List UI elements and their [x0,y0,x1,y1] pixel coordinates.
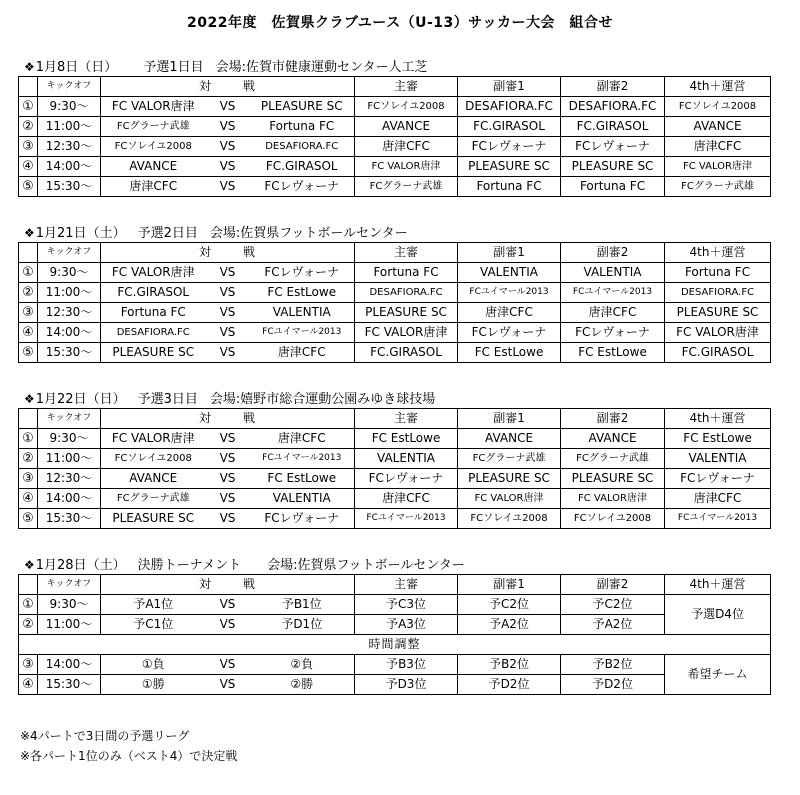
vs-label: VS [206,449,250,469]
assistant-referee-2: FC VALOR唐津 [561,489,665,509]
assistant-referee-1: 予B2位 [458,655,561,675]
match-number: ① [19,429,38,449]
assistant-referee-2: DESAFIORA.FC [561,97,665,117]
match-number: ① [19,263,38,283]
header-ar2: 副審2 [561,575,665,595]
assistant-referee-2: FCレヴォーナ [561,137,665,157]
vs-label: VS [206,429,250,449]
away-team: 予D1位 [250,615,355,635]
header-row [19,77,771,97]
match-number: ⑤ [19,343,38,363]
away-team: FCレヴォーナ [250,177,355,197]
main-referee: FC VALOR唐津 [355,157,458,177]
assistant-referee-1: FCソレイユ2008 [458,509,561,529]
match-number: ① [19,97,38,117]
match-number: ② [19,283,38,303]
match-number: ② [19,615,38,635]
match-number: ③ [19,303,38,323]
kickoff-time: 14:00～ [38,655,101,675]
section-date: 1月21日（土） [35,226,126,241]
home-team: AVANCE [101,469,206,489]
header-kickoff: キックオフ [38,243,101,263]
assistant-referee-2: FCソレイユ2008 [561,509,665,529]
fourth-official: 唐津CFC [665,489,771,509]
away-team: ②負 [250,655,355,675]
match-number: ⑤ [19,509,38,529]
header-main-ref: 主審 [355,77,458,97]
table-row [19,675,771,695]
section-heading [18,224,768,242]
home-team: 唐津CFC [101,177,206,197]
assistant-referee-2: 予D2位 [561,675,665,695]
section-heading [18,58,768,76]
section-date: 1月28日（土） [35,558,126,573]
assistant-referee-2: FC.GIRASOL [561,117,665,137]
schedule-table [18,408,771,529]
header-match: 対 戦 [101,243,355,263]
diamond-icon: ❖ [24,558,35,572]
home-team: 予A1位 [101,595,206,615]
header-row [19,243,771,263]
assistant-referee-2: VALENTIA [561,263,665,283]
away-team: VALENTIA [250,303,355,323]
kickoff-time: 14:00～ [38,323,101,343]
home-team: PLEASURE SC [101,343,206,363]
main-referee: FCソレイユ2008 [355,97,458,117]
kickoff-time: 15:30～ [38,177,101,197]
header-match: 対 戦 [101,409,355,429]
table-row [19,323,771,343]
final-table [18,574,771,695]
vs-label: VS [206,655,250,675]
header-no [19,575,38,595]
match-number: ③ [19,137,38,157]
match-number: ② [19,449,38,469]
header-no [19,77,38,97]
header-match: 対 戦 [101,77,355,97]
home-team: 予C1位 [101,615,206,635]
header-row [19,409,771,429]
assistant-referee-1: FC.GIRASOL [458,117,561,137]
fourth-official: Fortuna FC [665,263,771,283]
fourth-official: VALENTIA [665,449,771,469]
away-team: FC EstLowe [250,469,355,489]
assistant-referee-1: FCレヴォーナ [458,323,561,343]
table-row [19,283,771,303]
main-referee: FCグラーナ武雄 [355,177,458,197]
section-round: 決勝トーナメント [137,558,242,573]
main-referee: 唐津CFC [355,137,458,157]
home-team: FCソレイユ2008 [101,449,206,469]
fourth-official: FCレヴォーナ [665,469,771,489]
section-round: 予選1日目 [143,60,204,75]
away-team: 唐津CFC [250,429,355,449]
assistant-referee-1: 予A2位 [458,615,561,635]
main-referee: FCユイマール2013 [355,509,458,529]
match-number: ④ [19,489,38,509]
vs-label: VS [206,303,250,323]
diamond-icon: ❖ [24,392,35,406]
main-referee: FCレヴォーナ [355,469,458,489]
vs-label: VS [206,283,250,303]
table-row [19,157,771,177]
main-referee: Fortuna FC [355,263,458,283]
header-fourth: 4th＋運営 [665,409,771,429]
table-row [19,469,771,489]
vs-label: VS [206,489,250,509]
away-team: ②勝 [250,675,355,695]
vs-label: VS [206,97,250,117]
main-referee: 唐津CFC [355,489,458,509]
main-referee: FC VALOR唐津 [355,323,458,343]
section-round: 予選2日目 [137,226,198,241]
vs-label: VS [206,177,250,197]
assistant-referee-2: FCグラーナ武雄 [561,449,665,469]
match-number: ⑤ [19,177,38,197]
assistant-referee-2: 唐津CFC [561,303,665,323]
section-date: 1月22日（日） [35,392,126,407]
match-number: ④ [19,675,38,695]
assistant-referee-2: 予C2位 [561,595,665,615]
fourth-official: DESAFIORA.FC [665,283,771,303]
away-team: FC EstLowe [250,283,355,303]
vs-label: VS [206,157,250,177]
schedule-table [18,242,771,363]
assistant-referee-2: Fortuna FC [561,177,665,197]
main-referee: 予A3位 [355,615,458,635]
main-referee: PLEASURE SC [355,303,458,323]
footnotes [20,726,237,766]
kickoff-time: 15:30～ [38,675,101,695]
away-team: FCレヴォーナ [250,509,355,529]
header-kickoff: キックオフ [38,409,101,429]
main-referee: AVANCE [355,117,458,137]
section-day2 [18,224,768,363]
away-team: FCユイマール2013 [250,323,355,343]
header-main-ref: 主審 [355,243,458,263]
header-no [19,409,38,429]
vs-label: VS [206,509,250,529]
table-row [19,97,771,117]
table-row [19,303,771,323]
home-team: FCソレイユ2008 [101,137,206,157]
fourth-official-merged: 希望チーム [665,655,771,695]
main-referee: 予B3位 [355,655,458,675]
table-row [19,655,771,675]
table-row [19,509,771,529]
section-day1 [18,58,768,197]
vs-label: VS [206,615,250,635]
header-ar2: 副審2 [561,409,665,429]
table-row [19,489,771,509]
home-team: AVANCE [101,157,206,177]
assistant-referee-1: VALENTIA [458,263,561,283]
home-team: FC VALOR唐津 [101,97,206,117]
diamond-icon: ❖ [24,60,35,74]
header-ar2: 副審2 [561,243,665,263]
header-match: 対 戦 [101,575,355,595]
kickoff-time: 14:00～ [38,157,101,177]
match-number: ② [19,117,38,137]
main-referee: FC EstLowe [355,429,458,449]
time-adjustment: 時間調整 [19,635,771,655]
table-row [19,117,771,137]
fourth-official: AVANCE [665,117,771,137]
match-number: ④ [19,323,38,343]
home-team: ①負 [101,655,206,675]
vs-label: VS [206,469,250,489]
header-ar1: 副審1 [458,575,561,595]
away-team: DESAFIORA.FC [250,137,355,157]
assistant-referee-1: FC EstLowe [458,343,561,363]
header-fourth: 4th＋運営 [665,243,771,263]
vs-label: VS [206,137,250,157]
section-date: 1月8日（日） [35,60,118,75]
home-team: Fortuna FC [101,303,206,323]
assistant-referee-1: 予D2位 [458,675,561,695]
kickoff-time: 15:30～ [38,343,101,363]
fourth-official: PLEASURE SC [665,303,771,323]
away-team: 唐津CFC [250,343,355,363]
match-number: ① [19,595,38,615]
diamond-icon: ❖ [24,226,35,240]
fourth-official: FCソレイユ2008 [665,97,771,117]
main-referee: VALENTIA [355,449,458,469]
header-no [19,243,38,263]
home-team: PLEASURE SC [101,509,206,529]
kickoff-time: 11:00～ [38,449,101,469]
vs-label: VS [206,595,250,615]
fourth-official-merged: 予選D4位 [665,595,771,635]
kickoff-time: 11:00～ [38,283,101,303]
adjust-row [19,635,771,655]
header-ar1: 副審1 [458,243,561,263]
table-row [19,263,771,283]
section-final [18,556,768,695]
section-heading [18,390,768,408]
assistant-referee-2: 予A2位 [561,615,665,635]
kickoff-time: 9:30～ [38,595,101,615]
home-team: FC VALOR唐津 [101,429,206,449]
header-kickoff: キックオフ [38,575,101,595]
section-venue: 会場:佐賀県フットボールセンター [209,226,408,241]
assistant-referee-2: FC EstLowe [561,343,665,363]
main-referee: DESAFIORA.FC [355,283,458,303]
assistant-referee-1: 予C2位 [458,595,561,615]
match-number: ③ [19,469,38,489]
away-team: 予B1位 [250,595,355,615]
table-row [19,429,771,449]
table-row [19,595,771,615]
assistant-referee-1: PLEASURE SC [458,157,561,177]
header-main-ref: 主審 [355,575,458,595]
home-team: FCグラーナ武雄 [101,117,206,137]
header-fourth: 4th＋運営 [665,575,771,595]
vs-label: VS [206,675,250,695]
fourth-official: FC VALOR唐津 [665,323,771,343]
away-team: PLEASURE SC [250,97,355,117]
away-team: FCレヴォーナ [250,263,355,283]
kickoff-time: 9:30～ [38,429,101,449]
kickoff-time: 14:00～ [38,489,101,509]
vs-label: VS [206,343,250,363]
home-team: FC.GIRASOL [101,283,206,303]
kickoff-time: 12:30～ [38,469,101,489]
assistant-referee-1: FCレヴォーナ [458,137,561,157]
header-main-ref: 主審 [355,409,458,429]
assistant-referee-1: FCユイマール2013 [458,283,561,303]
match-number: ③ [19,655,38,675]
page-title: 2022年度 佐賀県クラブユース（U-13）サッカー大会 組合せ [187,15,613,31]
assistant-referee-2: FCレヴォーナ [561,323,665,343]
footnote: ※4パートで3日間の予選リーグ [20,729,190,743]
home-team: ①勝 [101,675,206,695]
home-team: FCグラーナ武雄 [101,489,206,509]
away-team: VALENTIA [250,489,355,509]
assistant-referee-1: FCグラーナ武雄 [458,449,561,469]
footnote: ※各パート1位のみ（ベスト4）で決定戦 [20,749,238,763]
header-ar1: 副審1 [458,77,561,97]
fourth-official: FC VALOR唐津 [665,157,771,177]
kickoff-time: 9:30～ [38,263,101,283]
kickoff-time: 12:30～ [38,303,101,323]
assistant-referee-1: Fortuna FC [458,177,561,197]
section-day3 [18,390,768,529]
assistant-referee-2: 予B2位 [561,655,665,675]
table-row [19,343,771,363]
section-venue: 会場:嬉野市総合運動公園みゆき球技場 [209,392,436,407]
fourth-official: 唐津CFC [665,137,771,157]
fourth-official: FC.GIRASOL [665,343,771,363]
match-number: ④ [19,157,38,177]
kickoff-time: 11:00～ [38,117,101,137]
kickoff-time: 12:30～ [38,137,101,157]
assistant-referee-2: AVANCE [561,429,665,449]
assistant-referee-2: PLEASURE SC [561,469,665,489]
vs-label: VS [206,323,250,343]
assistant-referee-2: PLEASURE SC [561,157,665,177]
kickoff-time: 15:30～ [38,509,101,529]
table-row [19,615,771,635]
section-venue: 会場:佐賀県フットボールセンター [267,558,465,573]
fourth-official: FCグラーナ武雄 [665,177,771,197]
assistant-referee-1: 唐津CFC [458,303,561,323]
header-ar1: 副審1 [458,409,561,429]
table-row [19,177,771,197]
away-team: FC.GIRASOL [250,157,355,177]
main-referee: 予C3位 [355,595,458,615]
away-team: FCユイマール2013 [250,449,355,469]
main-referee: FC.GIRASOL [355,343,458,363]
table-row [19,137,771,157]
section-heading [18,556,768,574]
assistant-referee-1: AVANCE [458,429,561,449]
schedule-table [18,76,771,197]
fourth-official: FC EstLowe [665,429,771,449]
header-fourth: 4th＋運営 [665,77,771,97]
header-row [19,575,771,595]
header-ar2: 副審2 [561,77,665,97]
assistant-referee-1: PLEASURE SC [458,469,561,489]
home-team: FC VALOR唐津 [101,263,206,283]
section-round: 予選3日目 [137,392,198,407]
home-team: DESAFIORA.FC [101,323,206,343]
assistant-referee-1: DESAFIORA.FC [458,97,561,117]
table-row [19,449,771,469]
kickoff-time: 11:00～ [38,615,101,635]
fourth-official: FCユイマール2013 [665,509,771,529]
header-kickoff: キックオフ [38,77,101,97]
assistant-referee-2: FCユイマール2013 [561,283,665,303]
assistant-referee-1: FC VALOR唐津 [458,489,561,509]
away-team: Fortuna FC [250,117,355,137]
section-venue: 会場:佐賀市健康運動センター人工芝 [215,60,428,75]
vs-label: VS [206,117,250,137]
kickoff-time: 9:30～ [38,97,101,117]
vs-label: VS [206,263,250,283]
main-referee: 予D3位 [355,675,458,695]
